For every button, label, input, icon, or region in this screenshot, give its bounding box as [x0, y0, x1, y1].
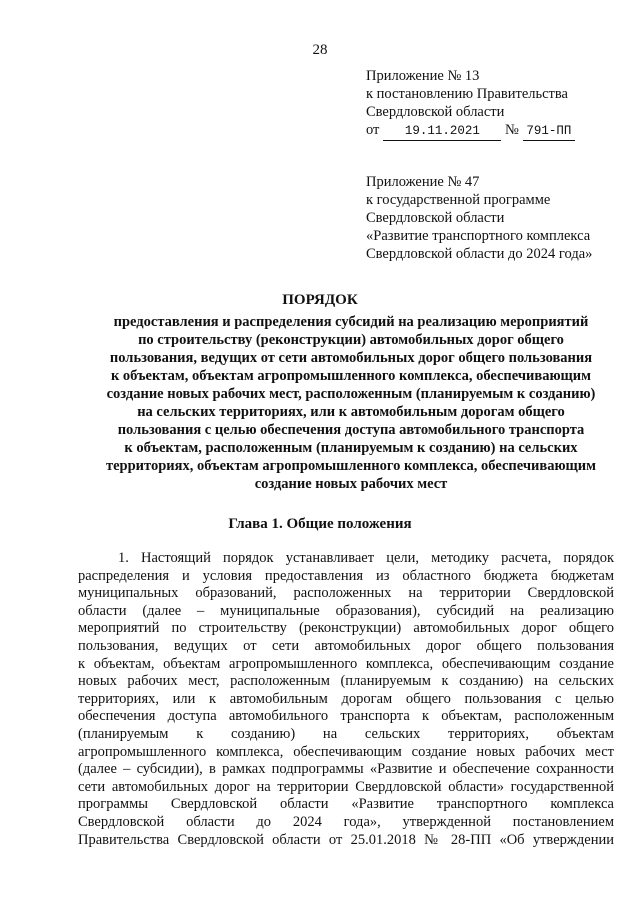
order-subtitle-line: создание новых рабочих мест	[254, 476, 448, 492]
order-title: ПОРЯДОК	[282, 292, 358, 308]
body-line: обеспечения доступа автомобильного транспорта к объектам, расположенным	[78, 708, 614, 725]
body-line: Правительства Свердловской области от 25.01.2018 № 28-ПП «Об утверждении	[78, 831, 614, 848]
chapter-title: Глава 1. Общие положения	[228, 516, 412, 532]
appendix-13-line2: к постановлению Правительства	[366, 86, 568, 102]
body-line: мероприятий по строительству (реконструкции) автомобильных дорог общего	[78, 620, 614, 637]
appendix-13-line3: Свердловской области	[366, 104, 505, 120]
appendix-13-title: Приложение № 13	[366, 68, 480, 84]
body-line: области (далее – муниципальные образования), субсидий на реализацию	[78, 602, 614, 619]
appendix-47-line2: к государственной программе	[366, 192, 551, 208]
body-line: программы Свердловской области «Развитие транспортного комплекса	[78, 796, 614, 813]
order-subtitle-line: создание новых рабочих мест, расположенным (планируемым к созданию)	[106, 386, 596, 402]
decree-number: 791-ПП	[523, 122, 575, 141]
date-prefix: от	[366, 122, 380, 138]
body-line: новых рабочих мест, расположенным (планируемым к созданию) на сельских	[78, 673, 614, 690]
appendix-13-date-line	[366, 121, 616, 141]
body-line: распределения и условия предоставления из областного бюджета бюджетам	[78, 567, 614, 584]
order-subtitle-line: пользования, ведущих от сети автомобильных дорог общего пользования	[109, 350, 593, 366]
body-line: территориях, или к автомобильным дорогам общего пользования с целью	[78, 690, 614, 707]
order-subtitle-line: к объектам, расположенным (планируемым к созданию) на сельских	[124, 440, 578, 456]
appendix-13-block	[366, 67, 616, 141]
body-line: пользования, ведущих от сети автомобильных дорог общего пользования	[78, 637, 614, 654]
order-subtitle-line: пользования с целью обеспечения доступа автомобильного транспорта	[117, 422, 585, 438]
page-number: 28	[312, 42, 328, 58]
order-subtitle-line: по строительству (реконструкции) автомобильных дорог общего	[138, 332, 564, 348]
appendix-47-line3: Свердловской области	[366, 210, 505, 226]
body-line: сети автомобильных дорог на территории Свердловской области» государственной	[78, 778, 614, 795]
appendix-47-title: Приложение № 47	[366, 174, 480, 190]
body-line: агропромышленного комплекса, обеспечивающим создание новых рабочих мест	[78, 743, 614, 760]
order-subtitle-line: к объектам, объектам агропромышленного комплекса, обеспечивающим	[110, 368, 592, 384]
order-subtitle-line: на сельских территориях, или к автомобильным дорогам общего	[137, 404, 565, 420]
order-subtitle-line: территориях, объектам агропромышленного комплекса, обеспечивающим	[105, 458, 597, 474]
body-line: муниципальных образований, расположенных на территории Свердловской	[78, 585, 614, 602]
appendix-47-block	[366, 173, 616, 263]
order-subtitle-line: предоставления и распределения субсидий на реализацию мероприятий	[113, 314, 589, 330]
order-subtitle	[78, 313, 624, 493]
appendix-47-line4: «Развитие транспортного комплекса	[366, 228, 591, 244]
body-paragraph	[78, 550, 614, 849]
body-line: Свердловской области до 2024 года», утвержденной постановлением	[78, 813, 614, 830]
body-line: к объектам, объектам агропромышленного комплекса, обеспечивающим создание	[78, 655, 614, 672]
number-prefix: №	[505, 122, 519, 138]
body-line: 1. Настоящий порядок устанавливает цели, методику расчета, порядок	[118, 550, 614, 566]
body-line: (далее – субсидии), в рамках подпрограммы «Развитие и обеспечение сохранности	[78, 761, 614, 778]
body-line: (планируемым к созданию) на сельских территориях, объектам	[78, 725, 614, 742]
appendix-47-line5: Свердловской области до 2024 года»	[366, 246, 593, 262]
decree-date: 19.11.2021	[383, 122, 501, 141]
